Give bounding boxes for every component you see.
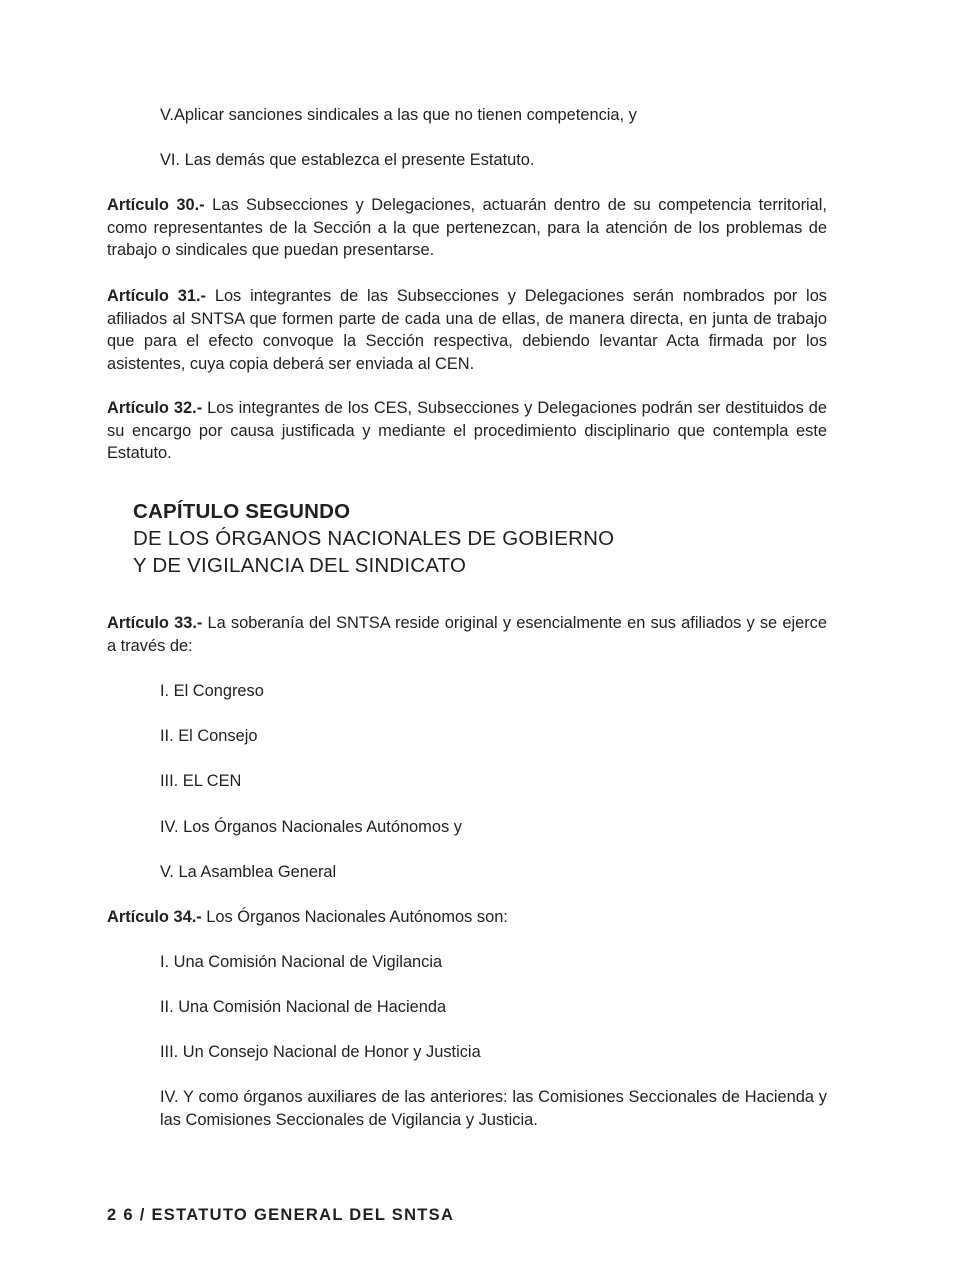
article-label: Artículo 33.- [107,614,203,632]
article-31 [107,285,827,375]
article-text: La soberanía del SNTSA reside original y esencialmente en sus afiliados y se ejerce a través de: [107,614,827,655]
article-33 [107,612,827,657]
chapter-heading [133,498,614,579]
article-label: Artículo 30.- [107,196,205,214]
article-30 [107,194,827,262]
article-label: Artículo 32.- [107,399,203,417]
article-32 [107,397,827,465]
chapter-subtitle-line1: DE LOS ÓRGANOS NACIONALES DE GOBIERNO [133,527,615,550]
page-footer: 2 6 / ESTATUTO GENERAL DEL SNTSA [107,1206,455,1224]
list-item: V. La Asamblea General [160,863,337,881]
list-item: I. Una Comisión Nacional de Vigilancia [160,953,443,971]
chapter-subtitle-line2: Y DE VIGILANCIA DEL SINDICATO [133,554,467,577]
list-item: III. Un Consejo Nacional de Honor y Justicia [160,1043,481,1061]
article-text: Los integrantes de los CES, Subsecciones y Delegaciones podrán ser destituidos de su encargo por causa justificada y mediante el procedimiento disciplinario que contempla este Estatuto. [107,399,828,463]
list-item: II. Una Comisión Nacional de Hacienda [160,998,447,1016]
list-item: V.Aplicar sanciones sindicales a las que no tienen competencia, y [160,106,637,124]
list-item: III. EL CEN [160,772,242,790]
article-34 [107,906,827,929]
article-label: Artículo 34.- [107,908,202,926]
list-item: VI. Las demás que establezca el presente Estatuto. [160,151,535,169]
article-text: Los integrantes de las Subsecciones y Delegaciones serán nombrados por los afiliados al SNTSA que formen parte de cada una de ellas, de manera directa, en junta de trabajo que para el efecto convoque la Sección respectiva, debiendo levantar Acta firmada por los asistentes, cuya copia deberá ser enviada al CEN. [107,287,828,373]
list-item: II. El Consejo [160,727,258,745]
article-text: Las Subsecciones y Delegaciones, actuarán dentro de su competencia territorial, como representantes de la Sección a la que pertenezcan, para la atención de los problemas de trabajo o sindicales que puedan presentarse. [107,196,827,260]
article-text: Los Órganos Nacionales Autónomos son: [201,908,508,926]
list-item: I. El Congreso [160,682,264,700]
article-label: Artículo 31.- [107,287,206,305]
list-item: IV. Los Órganos Nacionales Autónomos y [160,818,462,836]
list-item: IV. Y como órganos auxiliares de las anteriores: las Comisiones Seccionales de Hacienda y las Comisiones Seccionales de Vigilancia y Justicia. [160,1088,827,1129]
chapter-title: CAPÍTULO SEGUNDO [133,500,351,523]
